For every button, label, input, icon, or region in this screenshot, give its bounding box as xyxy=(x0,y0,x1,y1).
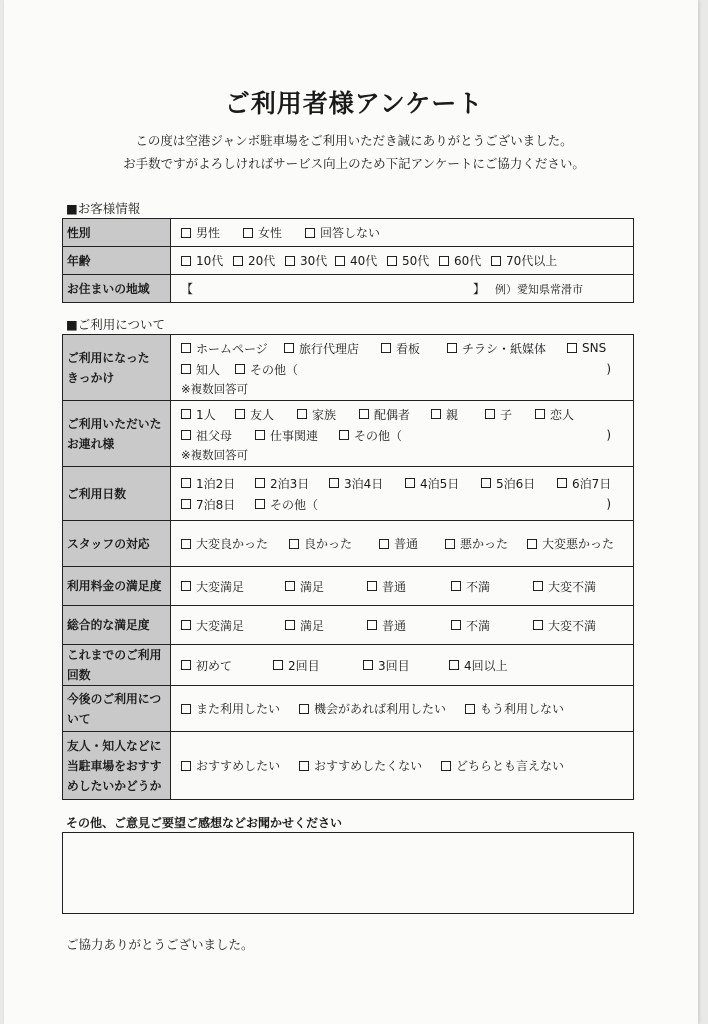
companions-option-friend[interactable]: 友人 xyxy=(235,406,297,423)
price-option-1[interactable]: 大変満足 xyxy=(181,578,285,595)
checkbox-icon xyxy=(181,620,191,630)
usage-section-heading: ■ご利用について xyxy=(66,317,166,332)
trigger-option-flyer[interactable]: チラシ・紙媒体 xyxy=(447,340,567,357)
age-option-60s[interactable]: 60代 xyxy=(439,252,491,269)
trigger-option-acquaintance[interactable]: 知人 xyxy=(181,361,235,378)
count-option-second[interactable]: 2回目 xyxy=(273,657,363,674)
days-option-5[interactable]: 5泊6日 xyxy=(481,475,557,492)
checkbox-icon xyxy=(447,343,457,353)
count-option-third[interactable]: 3回目 xyxy=(363,657,449,674)
checkbox-icon xyxy=(255,478,265,488)
future-option-3[interactable]: もう利用しない xyxy=(465,700,564,717)
checkbox-icon xyxy=(445,539,455,549)
days-option-7[interactable]: 7泊8日 xyxy=(181,496,255,513)
checkbox-icon xyxy=(379,539,389,549)
region-label: お住まいの地域 xyxy=(63,275,171,303)
future-row xyxy=(63,686,634,732)
companions-option-family[interactable]: 家族 xyxy=(297,406,359,423)
days-option-other[interactable]: その他（ xyxy=(255,496,318,513)
checkbox-icon xyxy=(181,409,191,419)
checkbox-icon xyxy=(485,409,495,419)
days-option-6[interactable]: 6泊7日 xyxy=(557,475,611,492)
checkbox-icon xyxy=(285,620,295,630)
recommend-option-yes[interactable]: おすすめしたい xyxy=(181,757,299,774)
gender-label: 性別 xyxy=(63,219,171,247)
checkbox-icon xyxy=(181,581,191,591)
checkbox-icon xyxy=(305,228,315,238)
companions-option-spouse[interactable]: 配偶者 xyxy=(359,406,431,423)
staff-row xyxy=(63,521,634,567)
count-row xyxy=(63,645,634,686)
trigger-option-homepage[interactable]: ホームページ xyxy=(181,340,284,357)
trigger-other-close: ) xyxy=(606,362,611,376)
gender-option-female[interactable]: 女性 xyxy=(243,224,305,241)
days-option-1[interactable]: 1泊2日 xyxy=(181,475,255,492)
companions-other-close: ) xyxy=(606,428,611,442)
recommend-option-neither[interactable]: どちらとも言えない xyxy=(441,757,564,774)
checkbox-icon xyxy=(439,256,449,266)
checkbox-icon xyxy=(339,430,349,440)
checkbox-icon xyxy=(449,660,459,670)
checkbox-icon xyxy=(255,499,265,509)
usage-table xyxy=(62,334,634,800)
checkbox-icon xyxy=(527,539,537,549)
staff-option-3[interactable]: 普通 xyxy=(379,535,445,552)
staff-label: スタッフの対応 xyxy=(63,521,171,567)
price-option-5[interactable]: 大変不満 xyxy=(533,578,596,595)
overall-option-3[interactable]: 普通 xyxy=(367,617,451,634)
checkbox-icon xyxy=(285,581,295,591)
companions-option-parent[interactable]: 親 xyxy=(431,406,485,423)
region-open-bracket: 【 xyxy=(181,282,194,296)
gender-option-no-answer[interactable]: 回答しない xyxy=(305,224,380,241)
region-input[interactable] xyxy=(193,281,473,297)
checkbox-icon xyxy=(233,256,243,266)
overall-label: 総合的な満足度 xyxy=(63,606,171,645)
region-example: 例）愛知県常滑市 xyxy=(495,282,584,296)
staff-option-4[interactable]: 悪かった xyxy=(445,535,527,552)
age-option-70s-plus[interactable]: 70代以上 xyxy=(491,252,557,269)
trigger-option-signboard[interactable]: 看板 xyxy=(381,340,447,357)
checkbox-icon xyxy=(181,761,191,771)
checkbox-icon xyxy=(465,704,475,714)
checkbox-icon xyxy=(567,343,577,353)
overall-option-5[interactable]: 大変不満 xyxy=(533,617,596,634)
checkbox-icon xyxy=(381,343,391,353)
age-label: 年齢 xyxy=(63,247,171,275)
recommend-label: 友人・知人などに 当駐車場をおすす めしたいかどうか xyxy=(63,732,171,800)
count-option-fourth-plus[interactable]: 4回以上 xyxy=(449,657,508,674)
days-option-4[interactable]: 4泊5日 xyxy=(405,475,481,492)
checkbox-icon xyxy=(359,409,369,419)
trigger-option-sns[interactable]: SNS xyxy=(567,341,606,355)
days-label: ご利用日数 xyxy=(63,467,171,521)
companions-option-child[interactable]: 子 xyxy=(485,406,535,423)
checkbox-icon xyxy=(181,364,191,374)
checkbox-icon xyxy=(431,409,441,419)
checkbox-icon xyxy=(367,581,377,591)
comment-heading: その他、ご意見ご要望ご感想などお聞かせください xyxy=(66,816,343,830)
checkbox-icon xyxy=(255,430,265,440)
checkbox-icon xyxy=(299,761,309,771)
checkbox-icon xyxy=(285,256,295,266)
price-option-3[interactable]: 普通 xyxy=(367,578,451,595)
trigger-row xyxy=(63,335,634,401)
checkbox-icon xyxy=(335,256,345,266)
page-title: ご利用者様アンケート xyxy=(224,89,484,118)
recommend-option-no[interactable]: おすすめしたくない xyxy=(299,757,441,774)
staff-option-2[interactable]: 良かった xyxy=(289,535,379,552)
age-option-10s[interactable]: 10代 xyxy=(181,252,233,269)
days-option-3[interactable]: 3泊4日 xyxy=(329,475,405,492)
checkbox-icon xyxy=(363,660,373,670)
customer-info-table xyxy=(62,218,634,303)
checkbox-icon xyxy=(284,343,294,353)
trigger-label: ご利用になった きっかけ xyxy=(63,335,171,401)
companions-option-other[interactable]: その他（ xyxy=(339,427,402,444)
checkbox-icon xyxy=(481,478,491,488)
region-close-bracket: 】 xyxy=(473,282,486,296)
checkbox-icon xyxy=(533,620,543,630)
thanks-message: ご協力ありがとうございました。 xyxy=(66,937,254,952)
companions-row xyxy=(63,401,634,467)
price-row xyxy=(63,567,634,606)
region-row xyxy=(63,275,634,303)
checkbox-icon xyxy=(491,256,501,266)
days-option-2[interactable]: 2泊3日 xyxy=(255,475,329,492)
companions-option-partner[interactable]: 恋人 xyxy=(535,406,574,423)
count-label: これまでのご利用 回数 xyxy=(63,645,171,686)
trigger-option-travel-agency[interactable]: 旅行代理店 xyxy=(284,340,381,357)
checkbox-icon xyxy=(181,660,191,670)
price-option-4[interactable]: 不満 xyxy=(451,578,533,595)
customer-section-heading: ■お客様情報 xyxy=(66,201,141,216)
checkbox-icon xyxy=(181,478,191,488)
checkbox-icon xyxy=(235,409,245,419)
checkbox-icon xyxy=(297,409,307,419)
staff-option-1[interactable]: 大変良かった xyxy=(181,535,289,552)
checkbox-icon xyxy=(557,478,567,488)
trigger-note: ※複数回答可 xyxy=(181,381,249,396)
future-option-2[interactable]: 機会があれば利用したい xyxy=(299,700,465,717)
recommend-row xyxy=(63,732,634,800)
age-option-30s[interactable]: 30代 xyxy=(285,252,335,269)
checkbox-icon xyxy=(181,430,191,440)
checkbox-icon xyxy=(451,620,461,630)
future-option-1[interactable]: また利用したい xyxy=(181,700,299,717)
companions-option-grandparent[interactable]: 祖父母 xyxy=(181,427,255,444)
intro-line-1: この度は空港ジャンボ駐車場をご利用いただき誠にありがとうございました。 xyxy=(135,133,573,148)
checkbox-icon xyxy=(535,409,545,419)
checkbox-icon xyxy=(299,704,309,714)
checkbox-icon xyxy=(387,256,397,266)
checkbox-icon xyxy=(243,228,253,238)
checkbox-icon xyxy=(451,581,461,591)
price-label: 利用料金の満足度 xyxy=(63,567,171,606)
age-row xyxy=(63,247,634,275)
overall-option-1[interactable]: 大変満足 xyxy=(181,617,285,634)
checkbox-icon xyxy=(533,581,543,591)
checkbox-icon xyxy=(367,620,377,630)
count-option-first[interactable]: 初めて xyxy=(181,657,273,674)
companions-label: ご利用いただいた お連れ様 xyxy=(63,401,171,467)
checkbox-icon xyxy=(235,364,245,374)
checkbox-icon xyxy=(273,660,283,670)
trigger-option-other[interactable]: その他（ xyxy=(235,361,298,378)
companions-option-alone[interactable]: 1人 xyxy=(181,406,235,423)
age-option-50s[interactable]: 50代 xyxy=(387,252,439,269)
future-label: 今後のご利用につ いて xyxy=(63,686,171,732)
checkbox-icon xyxy=(441,761,451,771)
checkbox-icon xyxy=(181,256,191,266)
overall-option-4[interactable]: 不満 xyxy=(451,617,533,634)
companions-option-work[interactable]: 仕事関連 xyxy=(255,427,339,444)
checkbox-icon xyxy=(181,539,191,549)
checkbox-icon xyxy=(329,478,339,488)
checkbox-icon xyxy=(289,539,299,549)
comment-textarea[interactable] xyxy=(62,832,634,914)
checkbox-icon xyxy=(181,499,191,509)
gender-row xyxy=(63,219,634,247)
days-other-close: ) xyxy=(606,497,611,511)
checkbox-icon xyxy=(181,228,191,238)
age-option-20s[interactable]: 20代 xyxy=(233,252,285,269)
staff-option-5[interactable]: 大変悪かった xyxy=(527,535,614,552)
price-option-2[interactable]: 満足 xyxy=(285,578,367,595)
overall-option-2[interactable]: 満足 xyxy=(285,617,367,634)
companions-note: ※複数回答可 xyxy=(181,447,249,462)
intro-line-2: お手数ですがよろしければサービス向上のため下記アンケートにご協力ください。 xyxy=(123,156,585,171)
gender-option-male[interactable]: 男性 xyxy=(181,224,243,241)
age-option-40s[interactable]: 40代 xyxy=(335,252,387,269)
checkbox-icon xyxy=(181,343,191,353)
days-row xyxy=(63,467,634,521)
overall-row xyxy=(63,606,634,645)
checkbox-icon xyxy=(405,478,415,488)
checkbox-icon xyxy=(181,704,191,714)
